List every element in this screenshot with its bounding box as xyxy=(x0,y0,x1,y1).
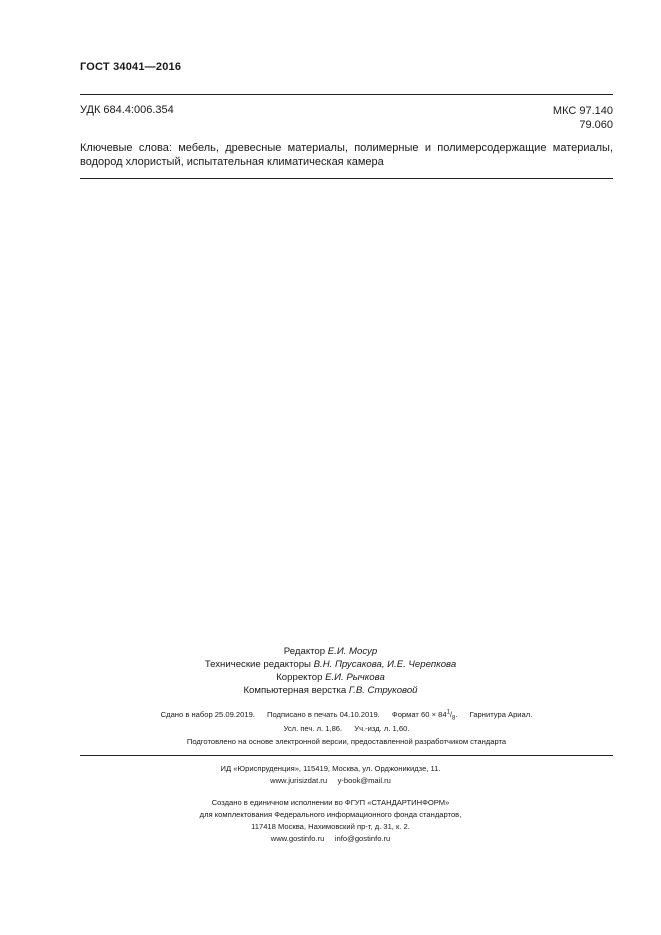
pub-format-sup: 1 xyxy=(446,709,450,715)
top-divider xyxy=(80,94,613,95)
pub-signed: Подписано в печать 04.10.2019. xyxy=(267,709,380,719)
created-line-1: Создано в единичном исполнении во ФГУП «СТАНДАРТИНФОРМ» xyxy=(211,798,450,807)
keywords-line-1: Ключевые слова: мебель, древесные материалы, полимерные и полимерсодержащие материалы, xyxy=(80,142,613,154)
pub-format xyxy=(391,709,458,722)
pub-format-prefix: Формат 60 × 84 xyxy=(391,709,447,719)
publication-row-1 xyxy=(80,709,613,721)
publisher-line: ИД «Юриспруденция», 115419, Москва, ул. Орджоникидзе, 11. xyxy=(220,764,441,773)
credit-corrector xyxy=(0,671,661,684)
standard-header: ГОСТ 34041—2016 xyxy=(80,61,182,73)
credit-tech-editors xyxy=(0,658,661,671)
credit-editor-name: Е.И. Мосур xyxy=(327,646,378,657)
credit-layout xyxy=(0,684,661,697)
pub-format-sub: 8 xyxy=(452,715,456,722)
created-line-3: 117418 Москва, Нахимовский пр-т, д. 31, к. 2. xyxy=(251,822,410,831)
pub-format-suffix: . xyxy=(455,709,458,719)
editorial-credits xyxy=(0,645,661,697)
keywords xyxy=(80,141,613,169)
keywords-divider xyxy=(80,178,613,179)
pub-pub-sheets: Уч.-изд. л. 1,60. xyxy=(354,724,410,734)
credit-editor xyxy=(0,645,661,658)
imprint-divider xyxy=(80,755,613,756)
pub-print-sheets: Усл. печ. л. 1,86. xyxy=(283,724,343,734)
credit-editor-label: Редактор xyxy=(283,646,326,657)
mks-code-2: 79.060 xyxy=(579,119,613,131)
credit-tech-label: Технические редакторы xyxy=(204,659,311,670)
publication-row-2 xyxy=(80,724,613,733)
publication-data xyxy=(80,709,613,733)
keywords-line-2: водород хлористый, испытательная климатическая камера xyxy=(80,156,384,168)
mks-code-1: МКС 97.140 xyxy=(552,105,613,117)
credit-layout-label: Компьютерная верстка xyxy=(243,685,347,696)
creator-imprint xyxy=(0,797,661,845)
credit-corrector-label: Корректор xyxy=(276,672,323,683)
prepared-note: Подготовлено на основе электронной версии, предоставленной разработчиком стандарта xyxy=(186,737,507,746)
pub-sent: Сдано в набор 25.09.2019. xyxy=(160,709,255,719)
publisher-imprint xyxy=(0,763,661,787)
credit-tech-names: В.Н. Прусакова, И.Е. Черепкова xyxy=(313,659,457,670)
created-line-4: www.gostinfo.ru info@gostinfo.ru xyxy=(270,834,391,843)
pub-typeface: Гарнитура Ариал. xyxy=(469,709,533,719)
credit-layout-name: Г.В. Струковой xyxy=(348,685,418,696)
udc-code: УДК 684.4:006.354 xyxy=(80,104,174,116)
created-line-2: для комплектования Федерального информационного фонда стандартов, xyxy=(199,810,462,819)
pub-format-slash: / xyxy=(449,709,453,719)
mks-codes xyxy=(553,104,613,132)
credit-corrector-name: Е.И. Рычкова xyxy=(325,672,385,683)
publisher-web: www.jurisizdat.ru y-book@mail.ru xyxy=(270,776,391,785)
